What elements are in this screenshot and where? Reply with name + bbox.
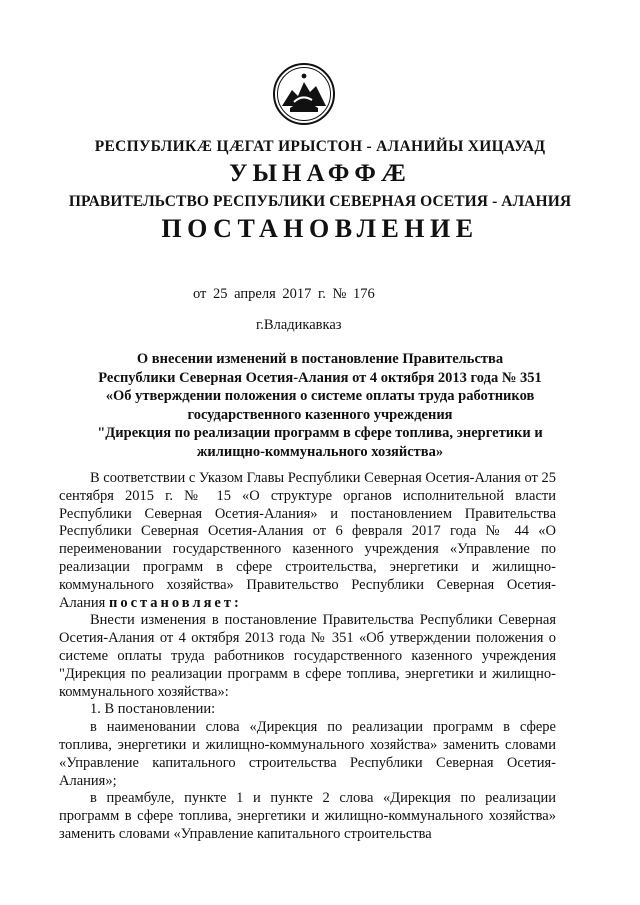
body-paragraph-preamble [59,470,556,612]
document-city: г.Владикавказ [256,317,342,333]
document-date-number: от 25 апреля 2017 г. № 176 [193,286,375,302]
body-paragraph-item-1: 1. В постановлении: [90,701,216,718]
coat-of-arms-emblem [272,62,336,126]
document-title [40,350,600,461]
document-body [59,470,556,844]
title-line: государственного казенного учреждения [187,406,453,423]
title-line: О внесении изменений в постановление Правительства [136,351,504,367]
title-line: жилищно-коммунального хозяйства» [196,443,444,460]
republic-name-ossetian: РЕСПУБЛИКÆ ЦÆГАТ ИРЫСТОН - АЛАНИЙЫ ХИЦАУАД [94,138,546,155]
title-line: «Об утверждении положения о системе оплаты труда работников [105,388,535,404]
government-name-russian: ПРАВИТЕЛЬСТВО РЕСПУБЛИКИ СЕВЕРНАЯ ОСЕТИЯ - АЛАНИЯ [68,193,572,210]
document-type-russian: ПОСТАНОВЛЕНИЕ [161,214,479,243]
document-type-ossetian: УЫНАФФÆ [229,160,411,187]
body-paragraph-preamble-change: в преамбуле, пункте 1 и пункте 2 слова «Дирекция по реализации программ в сфере топлива, энергетики и жилищно-коммунального хозяйства» заменить словами «Управление капитального строительства [59,790,556,842]
resolution-keyword: постановляет: [108,594,242,611]
body-paragraph-name-change: в наименовании слова «Дирекция по реализации программ в сфере топлива, энергетики и жилищно-коммунального хозяйства» заменить словами «Управление капитального строительства Республики Северная Осетия-Алания»; [59,719,556,789]
title-line: Республики Северная Осетия-Алания от 4 октября 2013 года № 351 [98,369,542,386]
preamble-text: В соответствии с Указом Главы Республики Северная Осетия-Алания от 25 сентября 2015 г. № 15 «О структуре органов исполнительной власти Республики Северная Осетия-Алания» и постановлением Правительства Республики Северная Осетия-Алания от 6 февраля 2017 года № 44 «О переименовании государственного казенного учреждения «Управление по реализации программ в сфере строительства, энергетики и жилищно-коммунального хозяйства» Правительство Республики Северная Осетия-Алания [59,470,556,611]
title-line: "Дирекция по реализации программ в сфере топлива, энергетики и [97,425,543,441]
body-paragraph-amendment: Внести изменения в постановление Правительства Республики Северная Осетия-Алания от 4 октября 2013 года № 351 «Об утверждении положения о системе оплаты труда работников государственного казенного учреждения "Дирекция по реализации программ в сфере топлива, энергетики и жилищно-коммунального хозяйства»: [59,612,556,700]
